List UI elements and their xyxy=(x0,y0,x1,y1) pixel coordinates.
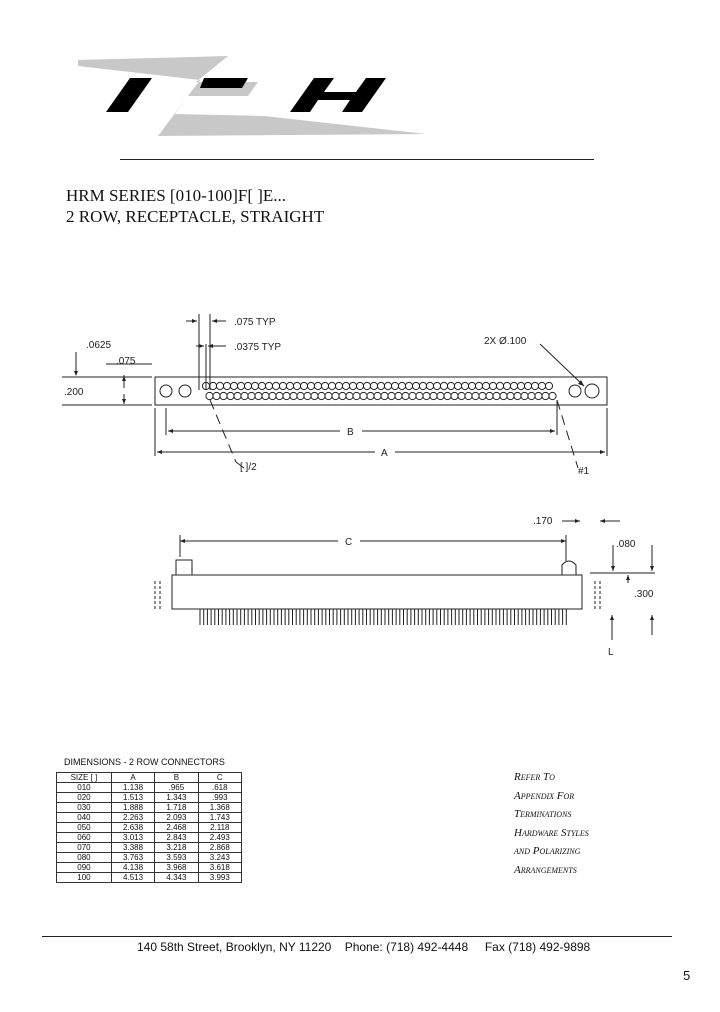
contact-pin xyxy=(297,392,304,399)
refer-line: Refer To xyxy=(514,771,555,783)
top-view-drawing xyxy=(0,300,720,480)
contact-pin xyxy=(290,392,297,399)
contact-pin xyxy=(223,382,230,389)
label-170: .170 xyxy=(533,516,553,527)
contact-pin xyxy=(468,382,475,389)
contact-pin xyxy=(412,382,419,389)
logo-letter-h xyxy=(290,78,386,112)
contact-pin xyxy=(535,392,542,399)
contact-pin xyxy=(286,382,293,389)
table-cell: 1.718 xyxy=(155,803,198,813)
table-cell: 3.763 xyxy=(111,853,154,863)
contact-pin xyxy=(265,382,272,389)
contact-pin xyxy=(244,382,251,389)
contact-pin xyxy=(346,392,353,399)
label-300: .300 xyxy=(634,589,654,600)
header-rule xyxy=(120,159,594,160)
contact-pin xyxy=(528,392,535,399)
title-series: HRM SERIES [010-100]F[ ]E... xyxy=(66,186,287,205)
contact-pin xyxy=(514,392,521,399)
table-row xyxy=(57,833,242,843)
contact-pin xyxy=(395,392,402,399)
table-cell: 010 xyxy=(57,783,112,793)
header-a: A xyxy=(111,773,154,783)
label-dim-b: B xyxy=(347,427,354,438)
company-logo xyxy=(78,52,438,142)
contact-pin xyxy=(356,382,363,389)
contact-pin xyxy=(524,382,531,389)
side-view-drawing xyxy=(0,505,720,665)
table-cell: 060 xyxy=(57,833,112,843)
contact-pin xyxy=(416,392,423,399)
contact-pin xyxy=(283,392,290,399)
mounting-hole-left-1 xyxy=(160,385,172,397)
table-cell: 050 xyxy=(57,823,112,833)
contact-pin xyxy=(479,392,486,399)
contact-pin xyxy=(549,392,556,399)
contact-pin xyxy=(255,392,262,399)
contact-pin xyxy=(304,392,311,399)
refer-note xyxy=(514,768,589,879)
table-cell: 2.638 xyxy=(111,823,154,833)
contact-pin xyxy=(251,382,258,389)
contact-tails xyxy=(200,609,566,625)
label-dim-c: C xyxy=(345,537,353,548)
mounting-hole-right-1 xyxy=(569,385,581,397)
contact-pin xyxy=(391,382,398,389)
footer-phone: Phone: (718) 492-4448 xyxy=(344,940,469,954)
guide-post-right xyxy=(562,561,576,575)
contact-pin xyxy=(374,392,381,399)
ieh-logo-graphic xyxy=(78,52,438,142)
table-cell: 4.138 xyxy=(111,863,154,873)
table-cell: 1.368 xyxy=(198,803,241,813)
contact-pin xyxy=(447,382,454,389)
table-row xyxy=(57,803,242,813)
table-cell: 1.513 xyxy=(111,793,154,803)
table-cell: 090 xyxy=(57,863,112,873)
contact-pin xyxy=(269,392,276,399)
contact-pin xyxy=(248,392,255,399)
contact-pin xyxy=(370,382,377,389)
mounting-hole-right-2 xyxy=(585,384,599,398)
contact-pin xyxy=(454,382,461,389)
refer-line: Terminations xyxy=(514,808,572,820)
contact-pin xyxy=(388,392,395,399)
table-cell: 2.263 xyxy=(111,813,154,823)
contact-pin xyxy=(227,392,234,399)
contact-pin xyxy=(493,392,500,399)
table-cell: 1.138 xyxy=(111,783,154,793)
table-row xyxy=(57,863,242,873)
refer-line: Arrangements xyxy=(514,863,577,876)
contact-pin xyxy=(216,382,223,389)
contact-pin xyxy=(521,392,528,399)
contact-pin xyxy=(500,392,507,399)
header-size: SIZE [ ] xyxy=(57,773,112,783)
table-cell: 4.513 xyxy=(111,873,154,883)
contact-pin xyxy=(475,382,482,389)
header-b: B xyxy=(155,773,198,783)
contact-pin xyxy=(300,382,307,389)
label-075-typ: .075 TYP xyxy=(234,317,276,328)
label-200: .200 xyxy=(64,387,84,398)
table-cell: 2.868 xyxy=(198,843,241,853)
table-header-row xyxy=(57,773,242,783)
title-description: 2 ROW, RECEPTACLE, STRAIGHT xyxy=(66,207,325,226)
contact-pin xyxy=(542,392,549,399)
table-cell: 070 xyxy=(57,843,112,853)
contact-pin xyxy=(314,382,321,389)
contact-pin xyxy=(318,392,325,399)
contact-pin xyxy=(398,382,405,389)
label-dim-l: L xyxy=(608,647,614,658)
table-row xyxy=(57,823,242,833)
contact-pin xyxy=(377,382,384,389)
table-cell: 3.968 xyxy=(155,863,198,873)
contact-pin xyxy=(234,392,241,399)
contact-pin xyxy=(451,392,458,399)
side-view-body xyxy=(172,575,582,609)
contact-pin xyxy=(440,382,447,389)
table-cell: 2.118 xyxy=(198,823,241,833)
contact-pin xyxy=(503,382,510,389)
contact-pin xyxy=(332,392,339,399)
table-row xyxy=(57,793,242,803)
contact-pin xyxy=(241,392,248,399)
logo-letter-e xyxy=(200,78,248,88)
contact-pin xyxy=(423,392,430,399)
contact-pin xyxy=(325,392,332,399)
contact-pin xyxy=(367,392,374,399)
contact-pin xyxy=(482,382,489,389)
contact-pin xyxy=(293,382,300,389)
contact-pin xyxy=(472,392,479,399)
refer-line: and Polarizing xyxy=(514,845,581,857)
contact-pin xyxy=(461,382,468,389)
table-cell: .965 xyxy=(155,783,198,793)
footer-address: 140 58th Street, Brooklyn, NY 11220 xyxy=(137,940,332,954)
label-pin1: #1 xyxy=(578,466,590,477)
label-075: .075 xyxy=(116,356,136,367)
contact-pin xyxy=(353,392,360,399)
table-cell: .618 xyxy=(198,783,241,793)
contact-pin xyxy=(538,382,545,389)
label-0625: .0625 xyxy=(86,340,112,351)
page-number: 5 xyxy=(683,968,691,983)
contact-pin xyxy=(419,382,426,389)
table-cell: 3.593 xyxy=(155,853,198,863)
contact-pin xyxy=(426,382,433,389)
mounting-hole-left-2 xyxy=(179,385,191,397)
refer-line: Hardware Styles xyxy=(514,826,589,839)
footer-rule xyxy=(42,936,672,937)
table-cell: 040 xyxy=(57,813,112,823)
contact-pin xyxy=(384,382,391,389)
table-row xyxy=(57,873,242,883)
label-0375-typ: .0375 TYP xyxy=(234,342,282,353)
contact-pin xyxy=(363,382,370,389)
contact-pin xyxy=(272,382,279,389)
contact-pin xyxy=(405,382,412,389)
table-cell: 3.388 xyxy=(111,843,154,853)
contact-pin xyxy=(307,382,314,389)
footer-fax: Fax (718) 492-9898 xyxy=(484,940,591,954)
table-cell: 4.343 xyxy=(155,873,198,883)
contact-pin xyxy=(489,382,496,389)
contact-pin xyxy=(458,392,465,399)
table-cell: 2.843 xyxy=(155,833,198,843)
table-cell: 3.243 xyxy=(198,853,241,863)
contact-pin xyxy=(276,392,283,399)
contact-pin xyxy=(433,382,440,389)
contact-pin xyxy=(486,392,493,399)
table-row xyxy=(57,783,242,793)
contact-pin xyxy=(328,382,335,389)
table-cell: 2.493 xyxy=(198,833,241,843)
table-cell: 3.993 xyxy=(198,873,241,883)
table-cell: 2.093 xyxy=(155,813,198,823)
contact-pin xyxy=(339,392,346,399)
contact-pin xyxy=(335,382,342,389)
label-holes: 2X Ø.100 xyxy=(484,336,527,347)
contact-pin xyxy=(517,382,524,389)
table-row xyxy=(57,843,242,853)
contact-pin xyxy=(531,382,538,389)
contact-pin xyxy=(258,382,265,389)
contact-pin xyxy=(496,382,503,389)
table-cell: .993 xyxy=(198,793,241,803)
table-row xyxy=(57,853,242,863)
header-c: C xyxy=(198,773,241,783)
table-cell: 1.743 xyxy=(198,813,241,823)
table-cell: 020 xyxy=(57,793,112,803)
contact-pin xyxy=(230,382,237,389)
dimensions-table xyxy=(56,772,242,883)
table-cell: 1.343 xyxy=(155,793,198,803)
contact-pin xyxy=(437,392,444,399)
contact-pin xyxy=(279,382,286,389)
label-half-size: [ ]/2 xyxy=(240,462,257,473)
contact-pin xyxy=(342,382,349,389)
table-cell: 2.468 xyxy=(155,823,198,833)
contact-pin xyxy=(381,392,388,399)
table-cell: 3.013 xyxy=(111,833,154,843)
contact-pin xyxy=(311,392,318,399)
guide-post-left xyxy=(176,560,192,575)
contact-pin xyxy=(507,392,514,399)
table-row xyxy=(57,813,242,823)
contact-pin xyxy=(360,392,367,399)
label-dim-a: A xyxy=(381,448,388,459)
contact-pin xyxy=(444,392,451,399)
contact-pin xyxy=(237,382,244,389)
contact-pin xyxy=(545,382,552,389)
table-cell: 100 xyxy=(57,873,112,883)
table-cell: 3.618 xyxy=(198,863,241,873)
refer-line: Appendix For xyxy=(514,789,575,802)
footer-contact xyxy=(137,940,590,954)
contact-pin xyxy=(465,392,472,399)
table-cell: 1.888 xyxy=(111,803,154,813)
contact-pin xyxy=(321,382,328,389)
contact-pin xyxy=(262,392,269,399)
table-cell: 3.218 xyxy=(155,843,198,853)
top-view-body xyxy=(155,377,607,405)
logo-letter-i xyxy=(106,78,152,112)
dimensions-table-caption: DIMENSIONS - 2 ROW CONNECTORS xyxy=(64,757,225,767)
table-cell: 080 xyxy=(57,853,112,863)
contact-pin xyxy=(510,382,517,389)
contact-pin xyxy=(220,392,227,399)
contact-pin xyxy=(430,392,437,399)
contact-pin xyxy=(402,392,409,399)
contact-pin xyxy=(349,382,356,389)
label-080: .080 xyxy=(616,539,636,550)
contact-pin xyxy=(213,392,220,399)
contact-pin xyxy=(409,392,416,399)
table-cell: 030 xyxy=(57,803,112,813)
contact-pin xyxy=(206,392,213,399)
contact-rows xyxy=(202,382,556,399)
